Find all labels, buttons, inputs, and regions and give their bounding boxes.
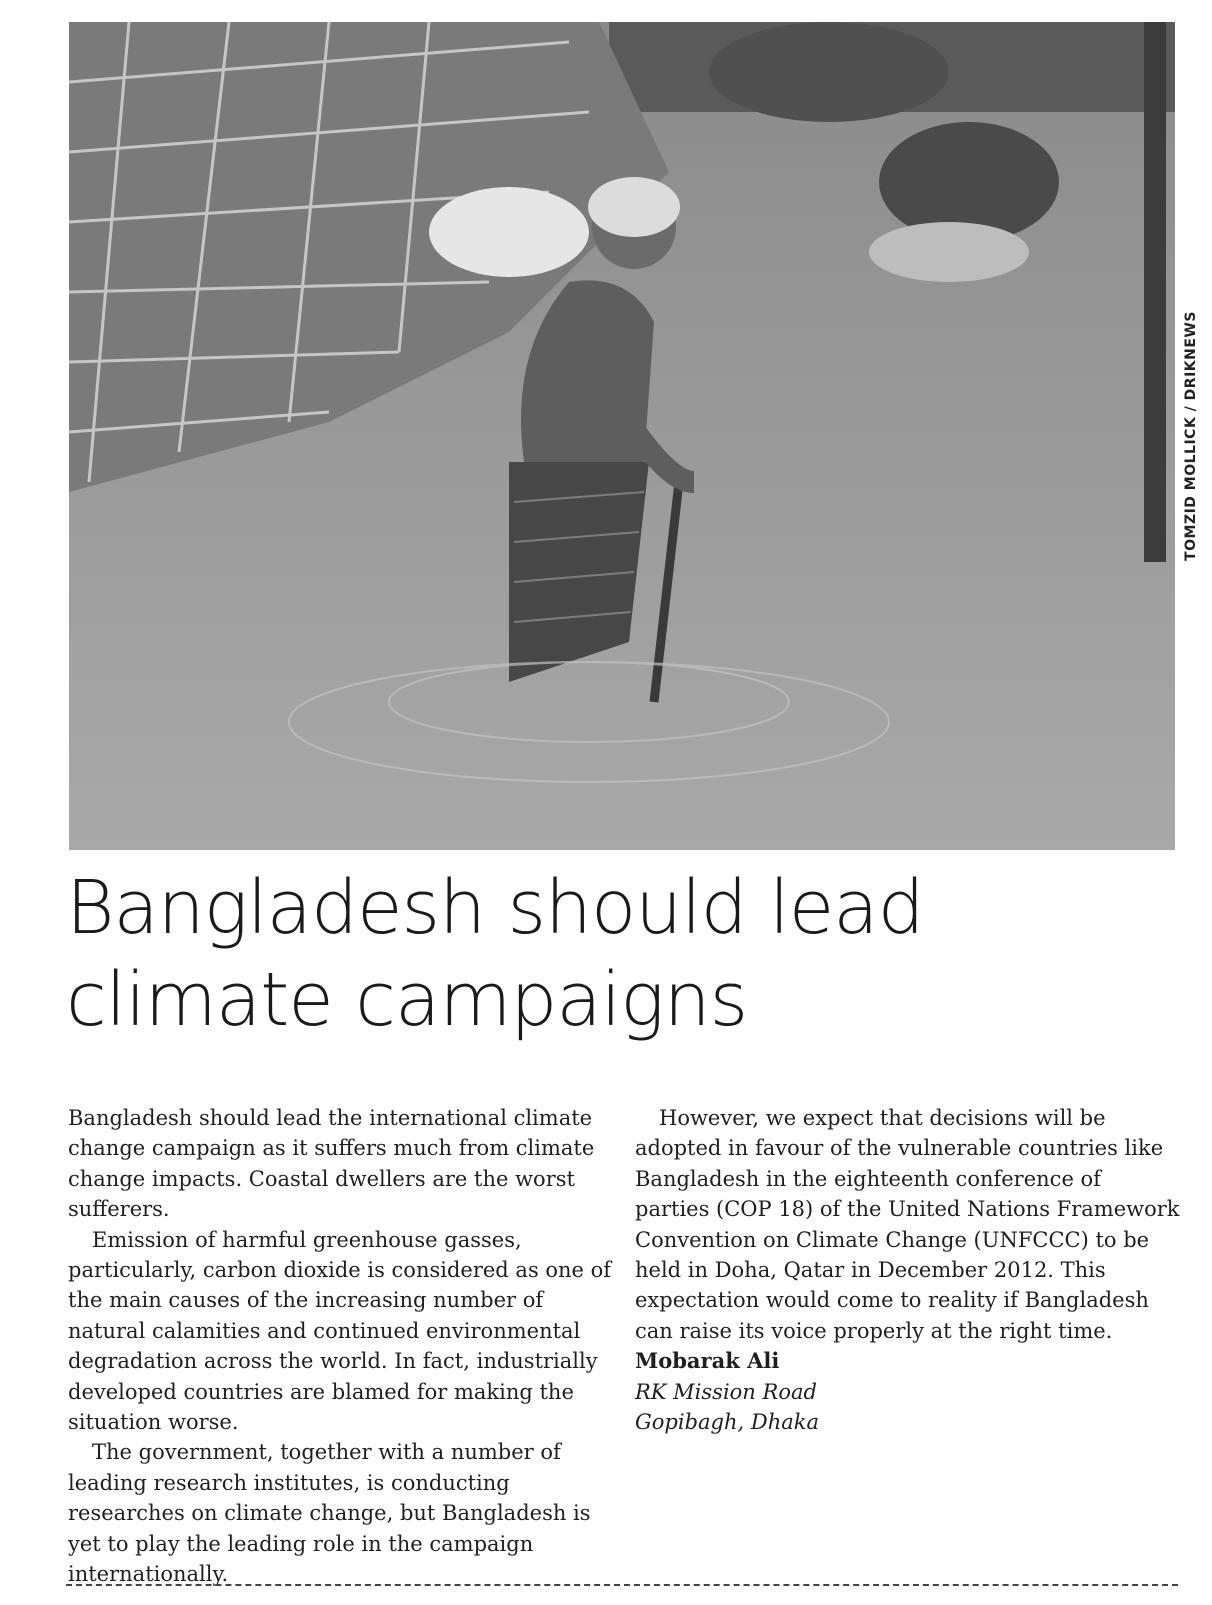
author-name: Mobarak Ali bbox=[635, 1348, 780, 1374]
headline-line-1: Bangladesh should lead bbox=[66, 865, 924, 951]
paragraph-2: Emission of harmful greenhouse gasses, particularly, carbon dioxide is considered as one of the main causes of the increasing number of natural calamities and continued environmental degradation across the world. In fact, industrially developed countries are blamed for making the situation worse. bbox=[68, 1227, 612, 1435]
photo-credit: TOMZID MOLLICK / DRIKNEWS bbox=[1183, 311, 1199, 561]
paragraph-4: However, we expect that decisions will be adopted in favour of the vulnerable countries like Bangladesh in the eighteenth conference of parties (COP 18) of the United Nations Framework Convention on Climate Change (UNFCCC) to be held in Doha, Qatar in December 2012. This expectation would come to reality if Bangladesh can raise its voice properly at the right time. bbox=[635, 1106, 1180, 1343]
article-headline bbox=[66, 862, 1186, 1046]
headline-line-2: climate campaigns bbox=[66, 957, 748, 1043]
author-address-2: Gopibagh, Dhaka bbox=[635, 1410, 819, 1435]
author-address-1: RK Mission Road bbox=[635, 1379, 817, 1404]
paragraph-3-text: The government, together with a number of leading research institutes, is conducting researches on climate change, but Bangladesh is yet to play the leading role in the campaign internationally. bbox=[68, 1440, 591, 1587]
article-column-2 bbox=[635, 1103, 1180, 1437]
paragraph-1: Bangladesh should lead the international climate change campaign as it suffers much from climate change impacts. Coastal dwellers are the worst sufferers. bbox=[68, 1106, 595, 1222]
flood-photo-icon bbox=[69, 22, 1175, 850]
paragraph-3 bbox=[68, 1437, 613, 1589]
article-column-1 bbox=[68, 1103, 613, 1590]
dashed-divider bbox=[66, 1584, 1178, 1586]
article-photo bbox=[69, 22, 1175, 850]
